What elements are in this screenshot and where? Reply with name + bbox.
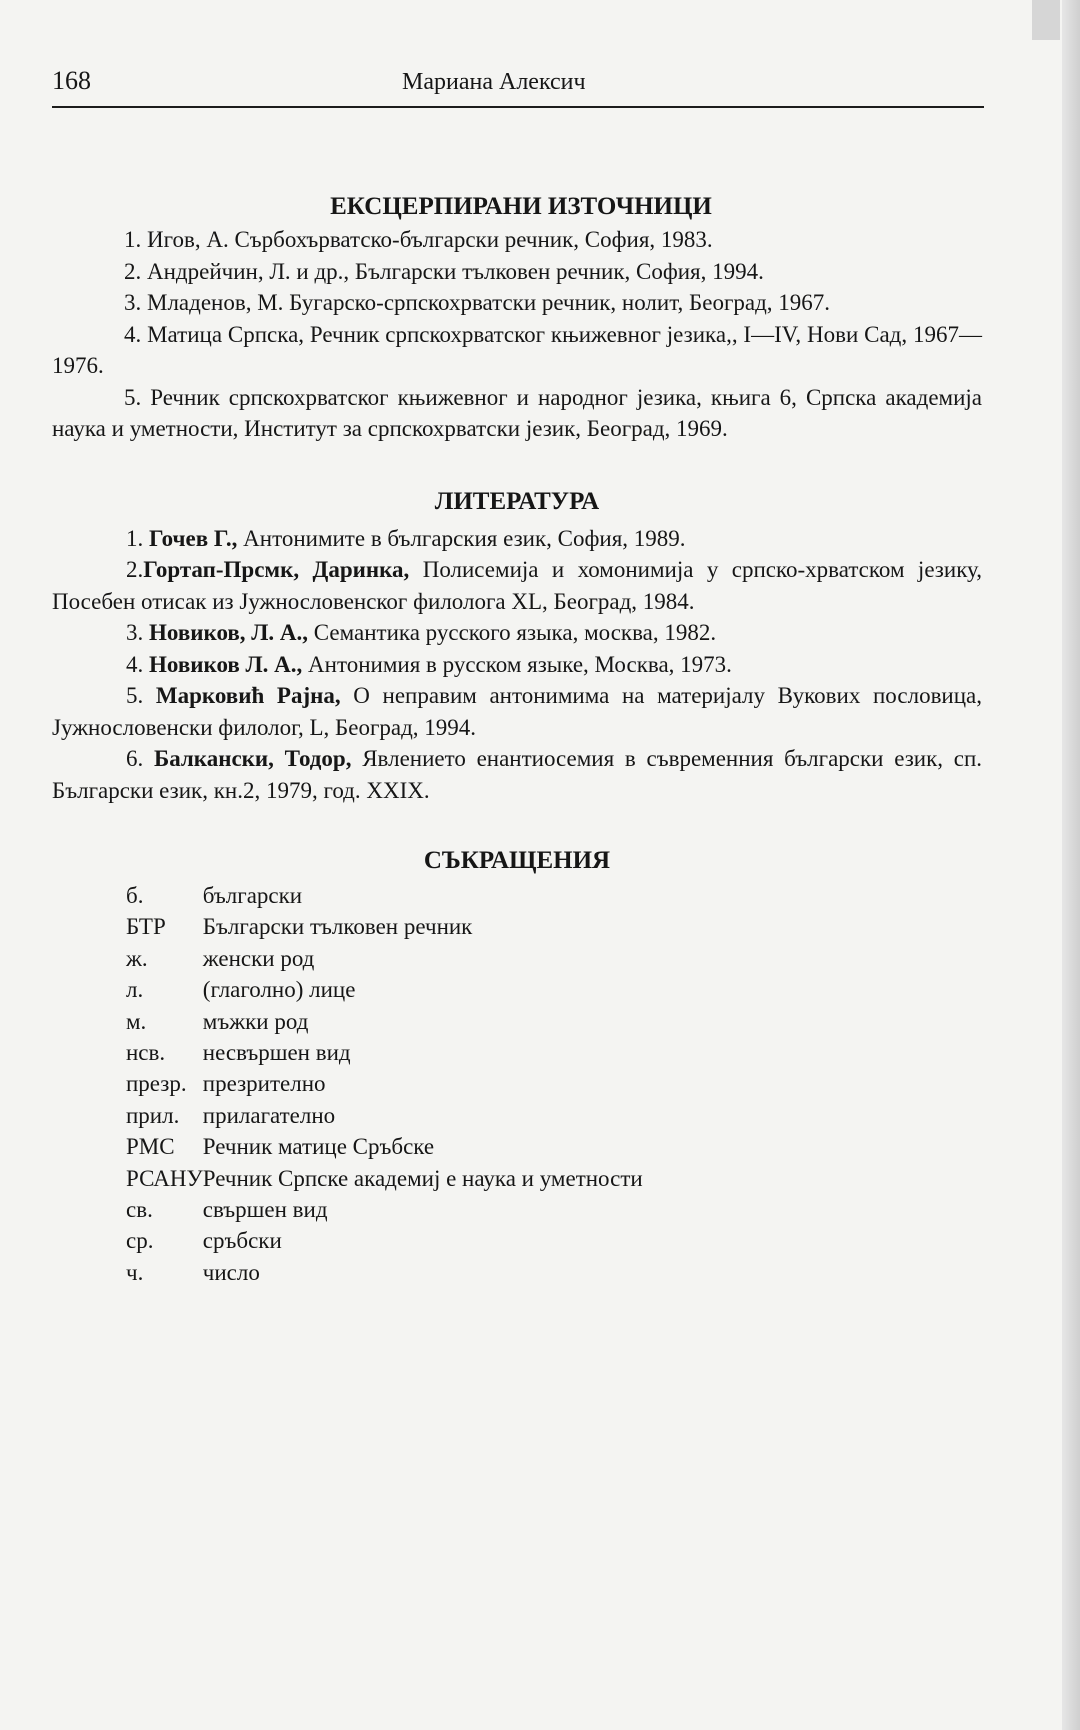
abbreviation-meaning: (глаголно) лице	[202, 977, 356, 1003]
literature-number: 1.	[126, 525, 144, 551]
abbreviation: РСАНУ	[126, 1165, 203, 1191]
literature-number: 5.	[126, 683, 144, 708]
abbreviation: презр.	[126, 1071, 187, 1097]
abbreviation-row	[52, 1100, 982, 1131]
page-content	[52, 190, 982, 1288]
abbreviations-table	[52, 880, 982, 1288]
abbreviation: ч.	[126, 1259, 144, 1285]
abbreviation-meaning: мъжки род	[202, 1008, 309, 1034]
abbreviation-meaning: презрително	[202, 1071, 326, 1097]
page-header	[52, 66, 984, 108]
literature-item	[52, 617, 982, 649]
literature-number: 6.	[126, 746, 144, 771]
literature-item	[52, 680, 982, 743]
abbreviation: РМС	[126, 1134, 175, 1160]
literature-item	[52, 554, 982, 617]
abbreviation-row	[52, 1225, 982, 1256]
literature-text: Антонимия в русском языке, Москва, 1973.	[308, 651, 732, 677]
literature-author: Балкански, Тодор,	[153, 746, 352, 771]
abbreviation-row	[52, 1163, 982, 1194]
abbreviation-meaning: женски род	[202, 945, 315, 971]
abbreviation-meaning: Речник матице Сръбске	[202, 1134, 435, 1160]
abbreviations-title: СЪКРАЩЕНИЯ	[423, 847, 611, 874]
abbreviation-row	[52, 974, 982, 1005]
source-item: 5. Речник српскохрватског књижевног и народног језика, књига 6, Српска академија наука и уметности, Институт за српскохрватски језик, Београд, 1969.	[52, 384, 982, 441]
literature-author: Новиков, Л. А.,	[149, 620, 309, 645]
abbreviation: нсв.	[126, 1040, 166, 1066]
source-item: 1. Игов, А. Сърбохърватско-български речник, София, 1983.	[124, 227, 713, 252]
abbreviation-meaning: български	[202, 883, 303, 908]
source-item: 4. Матица Српска, Речник српскохрватског књижевног језика,, I—IV, Нови Сад, 1967—1976.	[52, 321, 982, 378]
abbreviation-row	[52, 1194, 982, 1225]
abbreviation: л.	[126, 977, 144, 1003]
running-head: Мариана Алексич	[402, 69, 586, 95]
abbreviation: св.	[126, 1197, 153, 1223]
literature-item	[52, 743, 982, 806]
abbreviation-row	[52, 1257, 982, 1288]
abbreviation-meaning: прилагателно	[202, 1102, 336, 1128]
abbreviation: б.	[126, 883, 144, 908]
page-number: 168	[52, 66, 91, 95]
literature-title: ЛИТЕРАТУРА	[434, 487, 600, 515]
literature-text: О неправим антонимима на материјалу Вукових пословица, Јужнословенски филолог, L, Београд, 1994.	[52, 683, 983, 740]
abbreviation: ж.	[126, 945, 148, 971]
abbreviation-row	[52, 943, 982, 974]
literature-number: 2.	[126, 557, 144, 582]
literature-text: Полисемија и хомонимија у српско-хрватском језику, Посебен отисак из Јужнословенског филолога XL, Београд, 1984.	[52, 557, 982, 614]
sources-list	[52, 224, 982, 445]
abbreviation-row	[52, 880, 982, 911]
literature-author: Новиков Л. А.,	[149, 651, 303, 677]
abbreviation-meaning: число	[202, 1259, 260, 1285]
literature-text: Семантика русского языка, москва, 1982.	[313, 620, 717, 645]
source-item: 2. Андрейчин, Л. и др., Български тълковен речник, София, 1994.	[124, 258, 764, 284]
abbreviation-row	[52, 1037, 982, 1068]
abbreviation-row	[52, 1068, 982, 1099]
abbreviation-row	[52, 1006, 982, 1037]
literature-author: Гочев Г.,	[149, 525, 238, 551]
abbreviation: БТР	[126, 914, 166, 940]
literature-text: Антонимите в българския език, София, 1989.	[243, 525, 686, 551]
abbreviation-row	[52, 1131, 982, 1162]
literature-item	[52, 523, 982, 555]
sources-title: ЕКСЦЕРПИРАНИ ИЗТОЧНИЦИ	[330, 193, 712, 220]
literature-number: 4.	[126, 651, 144, 677]
literature-item	[52, 649, 982, 681]
literature-list	[52, 523, 982, 807]
literature-author: Гортап-Прсмк, Даринка,	[143, 557, 410, 582]
source-item: 3. Младенов, М. Бугарско-српскохрватски речник, нолит, Београд, 1967.	[124, 290, 831, 315]
page-edge-shadow	[1032, 0, 1060, 40]
abbreviation-meaning: сръбски	[202, 1228, 282, 1254]
literature-author: Марковић Рајна,	[155, 683, 341, 708]
abbreviation-meaning: свършен вид	[202, 1197, 328, 1223]
abbreviation: прил.	[126, 1102, 180, 1128]
abbreviation-row	[52, 911, 982, 942]
abbreviation: ср.	[126, 1228, 154, 1254]
abbreviation: м.	[126, 1008, 147, 1034]
literature-text: Явлението енантиосемия в съвременния български език, сп. Български език, кн.2, 1979, год. XXIX.	[52, 746, 983, 803]
abbreviation-meaning: Речник Српске академиј е наука и уметности	[202, 1165, 643, 1191]
abbreviation-meaning: Български тълковен речник	[202, 914, 473, 940]
abbreviation-meaning: несвършен вид	[202, 1040, 351, 1066]
page-edge	[1062, 0, 1080, 1730]
literature-number: 3.	[126, 620, 144, 645]
